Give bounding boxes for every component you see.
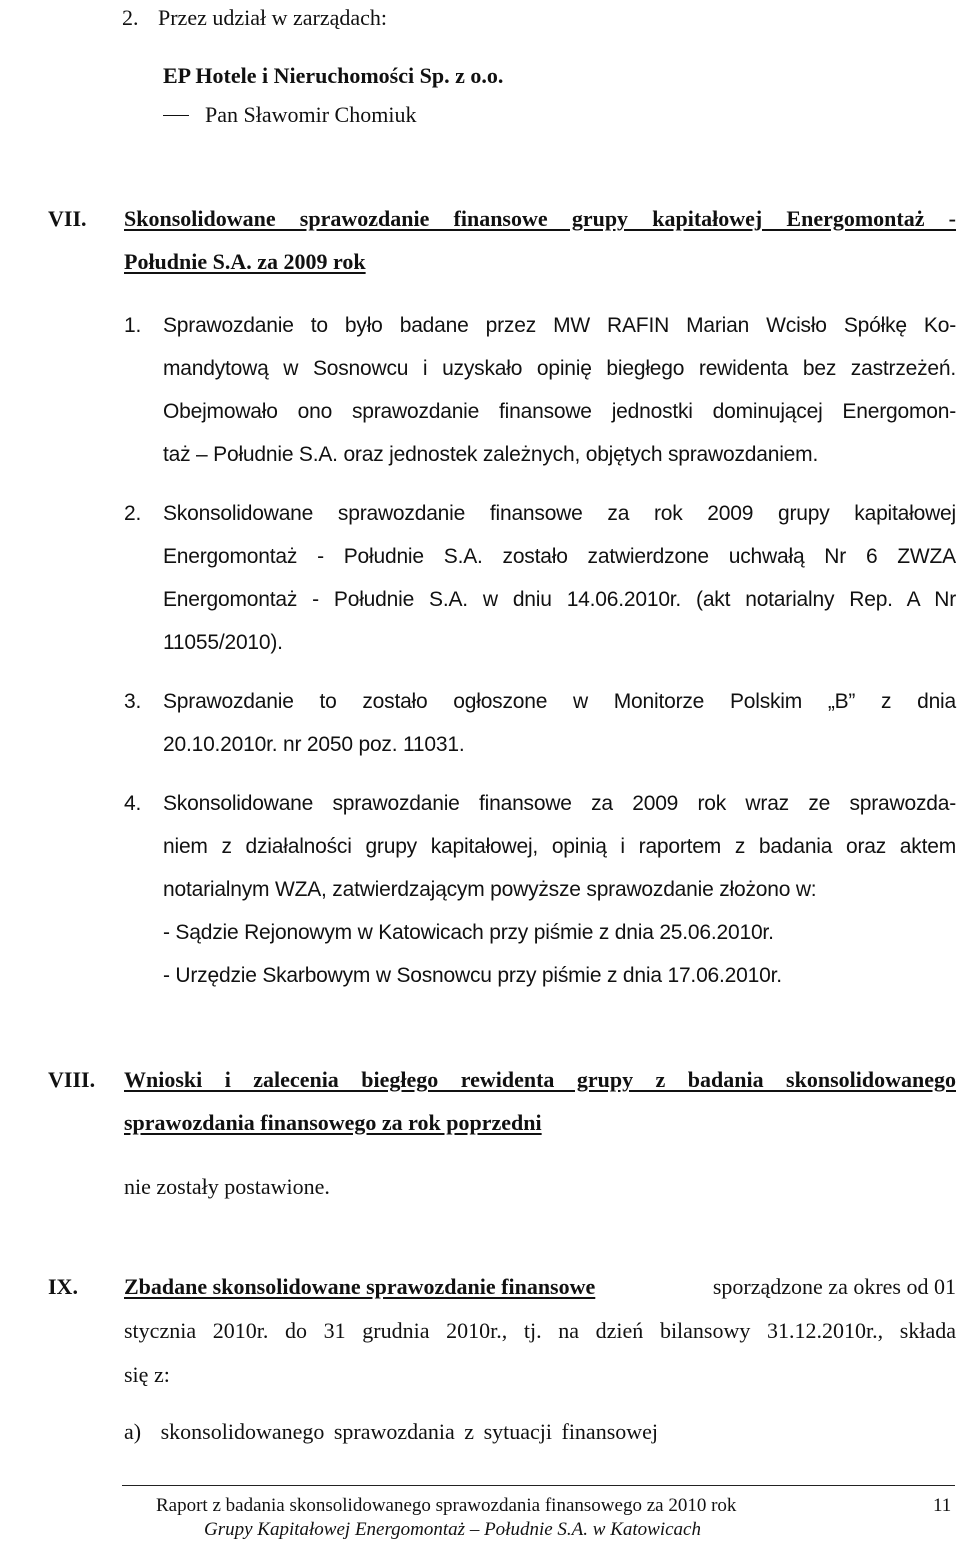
item-4-subitem: - Sądzie Rejonowym w Katowicach przy piśmie z dnia 25.06.2010r. bbox=[163, 921, 774, 944]
item-4-line: Skonsolidowane sprawozdanie finansowe za 2009 rok wraz ze sprawozda- bbox=[163, 792, 956, 815]
item-1-line: Sprawozdanie to było badane przez MW RAFIN Marian Wcisło Spółkę Ko- bbox=[163, 314, 956, 337]
item-2-line: Skonsolidowane sprawozdanie finansowe za rok 2009 grupy kapitałowej bbox=[163, 502, 956, 525]
item-3-number: 3. bbox=[124, 690, 142, 713]
item-1-number: 1. bbox=[124, 314, 142, 337]
section-2-number: 2. bbox=[122, 5, 139, 30]
item-4-number: 4. bbox=[124, 792, 142, 815]
item-1-line: Obejmowało ono sprawozdanie finansowe jednostki dominującej Energomon- bbox=[163, 400, 956, 423]
item-3-line: 20.10.2010r. nr 2050 poz. 11031. bbox=[163, 733, 465, 756]
section-viii-body: nie zostały postawione. bbox=[124, 1174, 330, 1199]
item-4-line: niem z działalności grupy kapitałowej, opinią i raportem z badania oraz aktem bbox=[163, 835, 956, 858]
section-ix-line3: się z: bbox=[124, 1362, 170, 1387]
footer-line2: Grupy Kapitałowej Energomontaż – Południe S.A. w Katowicach bbox=[204, 1519, 701, 1540]
company-person bbox=[163, 101, 416, 129]
section-ix-line2: stycznia 2010r. do 31 grudnia 2010r., tj. na dzień bilansowy 31.12.2010r., składa bbox=[124, 1318, 956, 1343]
item-1-line: mandytową w Sosnowcu i uzyskało opinię biegłego rewidenta bez zastrzeżeń. bbox=[163, 357, 956, 380]
section-vii-title-line2: Południe S.A. za 2009 rok bbox=[124, 249, 366, 274]
section-viii-numeral: VIII. bbox=[48, 1067, 96, 1092]
section-ix-numeral: IX. bbox=[48, 1274, 78, 1299]
section-viii-title-line1: Wnioski i zalecenia biegłego rewidenta grupy z badania skonsolidowanego bbox=[124, 1067, 956, 1092]
section-vii-title-line1: Skonsolidowane sprawozdanie finansowe grupy kapitałowej Energomontaż - bbox=[124, 206, 956, 231]
section-2-header bbox=[122, 4, 387, 32]
item-4-subitem: - Urzędzie Skarbowym w Sosnowcu przy piśmie z dnia 17.06.2010r. bbox=[163, 964, 782, 987]
page-number: 11 bbox=[933, 1495, 952, 1516]
company-name: EP Hotele i Nieruchomości Sp. z o.o. bbox=[163, 63, 504, 88]
item-2-line: Energomontaż - Południe S.A. zostało zatwierdzone uchwałą Nr 6 ZWZA bbox=[163, 545, 956, 568]
item-3-line: Sprawozdanie to zostało ogłoszone w Monitorze Polskim „B” z dnia bbox=[163, 690, 956, 713]
person-name: Pan Sławomir Chomiuk bbox=[205, 102, 417, 127]
section-ix-line1-rest: sporządzone za okres od 01 bbox=[712, 1274, 956, 1299]
item-2-number: 2. bbox=[124, 502, 142, 525]
item-2-line: Energomontaż - Południe S.A. w dniu 14.06.2010r. (akt notarialny Rep. A Nr bbox=[163, 588, 956, 611]
item-a-text: skonsolidowanego sprawozdania z sytuacji finansowej bbox=[160, 1419, 659, 1444]
section-vii-numeral: VII. bbox=[48, 206, 87, 231]
item-1-line: taż – Południe S.A. oraz jednostek zależnych, objętych sprawozdaniem. bbox=[163, 443, 819, 466]
section-ix-title: Zbadane skonsolidowane sprawozdanie finansowe bbox=[124, 1274, 596, 1299]
item-a-label: a) bbox=[124, 1419, 142, 1444]
section-2-text: Przez udział w zarządach: bbox=[158, 5, 388, 30]
footer-rule bbox=[122, 1485, 955, 1486]
item-4-line: notarialnym WZA, zatwierdzającym powyższe sprawozdanie złożono w: bbox=[163, 878, 817, 901]
section-ix-line1 bbox=[124, 1273, 956, 1301]
dash-icon bbox=[163, 115, 189, 116]
section-ix-item-a bbox=[124, 1418, 658, 1446]
section-viii-title-line2: sprawozdania finansowego za rok poprzedni bbox=[124, 1110, 542, 1135]
item-2-line: 11055/2010). bbox=[163, 631, 283, 654]
footer-line1: Raport z badania skonsolidowanego sprawozdania finansowego za 2010 rok bbox=[156, 1495, 737, 1516]
